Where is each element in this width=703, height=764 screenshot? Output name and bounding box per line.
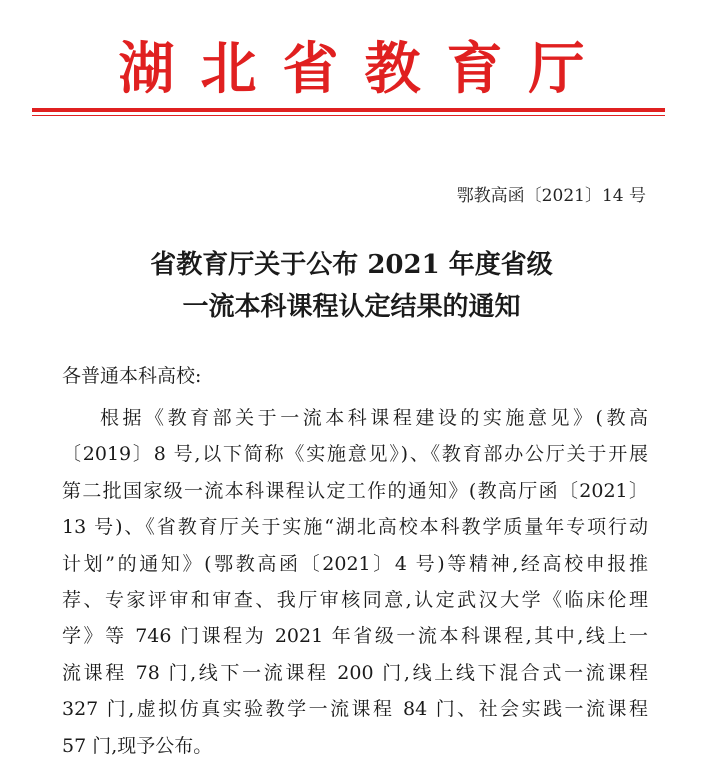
letterhead-rule-thick [32,108,665,112]
body-line: 第二批国家级一流本科课程认定工作的通知》(教高厅函〔2021〕 [62,479,648,502]
letterhead-rule-thin [32,115,665,116]
body-line: 流课程 78 门,线下一流课程 200 门,线上线下混合式一流课程 [62,661,648,684]
body-line: 荐、专家评审和审查、我厅审核同意,认定武汉大学《临床伦理 [62,588,648,611]
body-line: 57 门,现予公布。 [62,734,213,757]
body-line: 〔2019〕8 号,以下简称《实施意见》)、《教育部办公厅关于开展 [62,443,648,466]
document-title [0,244,703,328]
body-line: 计划”的通知》(鄂教高函〔2021〕4 号)等精神,经高校申报推 [62,552,648,575]
body-line: 327 门,虚拟仿真实验教学一流课程 84 门、社会实践一流课程 [62,698,648,721]
document-title-line-1: 省教育厅关于公布 2021 年度省级 [150,250,553,280]
body-paragraph [62,400,648,764]
letterhead-title: 湖北省教育厅 [118,36,611,102]
body-line: 学》等 746 门课程为 2021 年省级一流本科课程,其中,线上一 [62,625,648,648]
document-number: 鄂教高函〔2021〕14 号 [456,186,646,206]
salutation: 各普通本科高校: [62,365,202,387]
document-title-line-2: 一流本科课程认定结果的通知 [182,292,521,322]
body-line: 13 号)、《省教育厅关于实施“湖北高校本科教学质量年专项行动 [62,516,648,539]
body-line: 根据《教育部关于一流本科课程建设的实施意见》(教高 [100,407,648,429]
